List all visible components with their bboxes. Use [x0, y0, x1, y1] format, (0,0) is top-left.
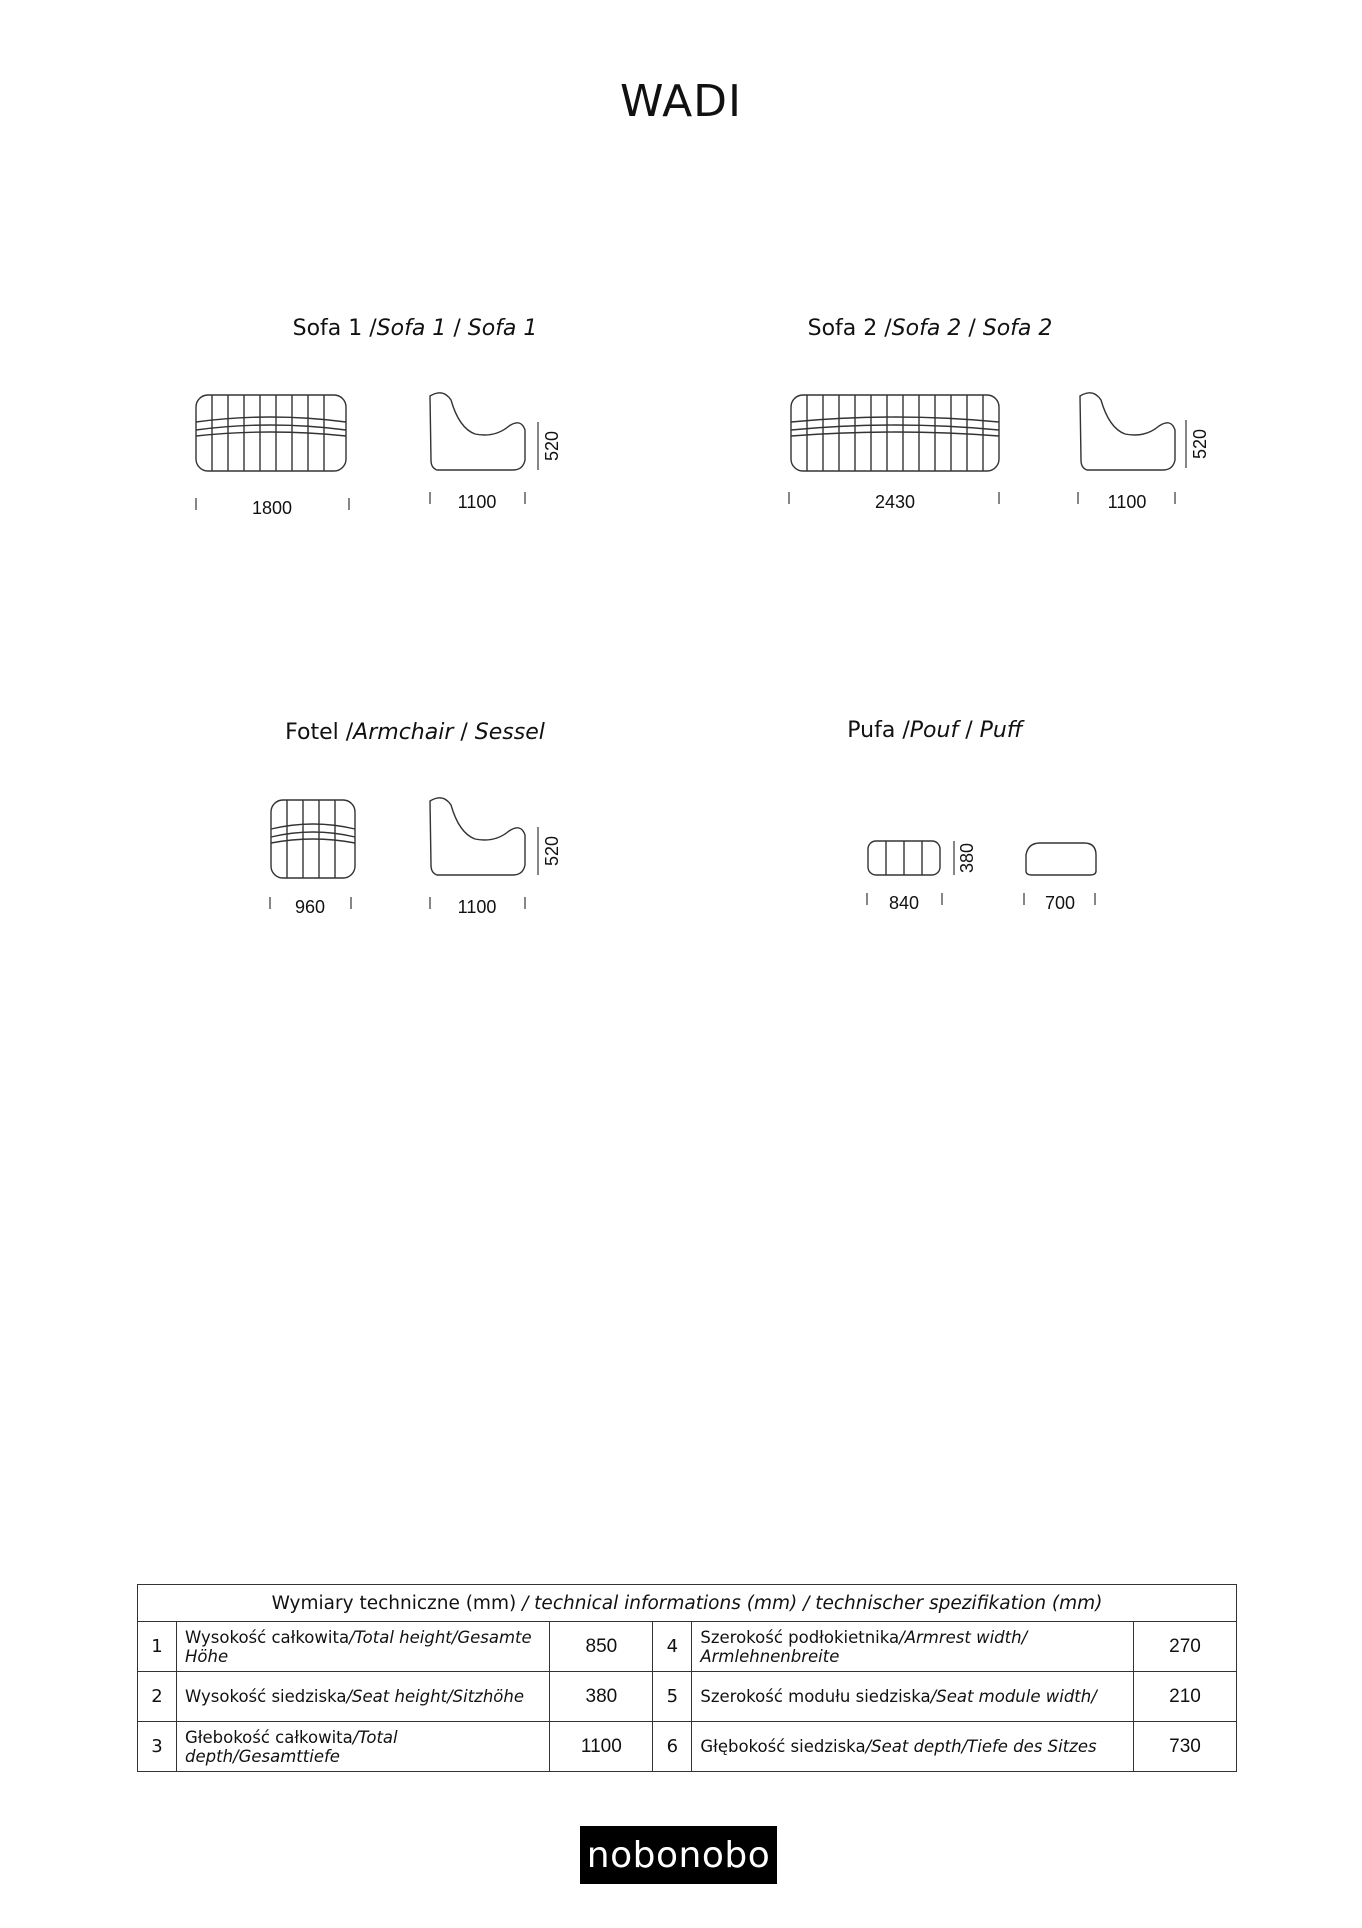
armchair-height-label: 520 — [542, 835, 562, 867]
armchair-side-drawing — [425, 795, 575, 925]
sofa2-depth-label: 1100 — [1107, 492, 1147, 512]
row-number: 5 — [653, 1672, 692, 1722]
pouf-depth-label: 700 — [1044, 893, 1076, 913]
pouf-width-label: 840 — [888, 893, 920, 913]
row-label — [177, 1722, 550, 1772]
label-pl: Fotel / — [285, 720, 354, 745]
brand-logo: nobonobo — [580, 1826, 777, 1884]
label-pl: Pufa / — [847, 718, 910, 743]
sofa1-depth-label: 1100 — [457, 492, 497, 512]
sofa1-height-label: 520 — [542, 430, 562, 462]
armchair-width-label: 960 — [294, 897, 326, 917]
sep: / — [958, 718, 980, 743]
row-number: 3 — [138, 1722, 177, 1772]
sep: / — [446, 316, 468, 341]
label-it: /Seat depth/Tiefe des Sitzes — [865, 1737, 1097, 1756]
label-pl: Szerokość podłokietnika — [700, 1627, 900, 1647]
label-it: /Seat height/Sitzhöhe — [346, 1687, 524, 1706]
row-number: 4 — [653, 1622, 692, 1672]
row-value: 270 — [1134, 1622, 1237, 1672]
sofa2-width-label: 2430 — [874, 492, 916, 512]
sep: / — [961, 316, 983, 341]
label-it: /Armrest width/ Armlehnenbreite — [700, 1627, 1028, 1666]
row-number: 6 — [653, 1722, 692, 1772]
section-title-pouf — [847, 718, 1022, 743]
header-rest: / technical informations (mm) / technischer spezifikation (mm) — [516, 1592, 1103, 1614]
label-en: Armchair — [353, 720, 454, 745]
armchair-front-drawing — [265, 795, 375, 925]
sofa2-front-drawing — [785, 390, 1015, 520]
page-title: WADI — [619, 76, 743, 127]
header-pl: Wymiary techniczne (mm) — [271, 1592, 517, 1614]
row-value: 850 — [550, 1622, 653, 1672]
label-it: /Total height/Gesamte Höhe — [185, 1627, 532, 1666]
pouf-height-label: 380 — [957, 842, 977, 874]
row-value: 380 — [550, 1672, 653, 1722]
row-value: 730 — [1134, 1722, 1237, 1772]
row-label — [177, 1672, 550, 1722]
label-pl: Wysokość całkowita — [185, 1627, 350, 1647]
label-it: /Total depth/Gesamttiefe — [185, 1727, 398, 1766]
label-it: /Seat module width/ — [930, 1687, 1097, 1706]
label-pl: Szerokość modułu siedziska — [700, 1687, 931, 1706]
table-row — [138, 1672, 1237, 1722]
row-label — [177, 1622, 550, 1672]
label-de: Sofa 2 — [982, 316, 1053, 341]
spec-table-header-row — [138, 1585, 1237, 1622]
sofa2-height-label: 520 — [1190, 428, 1210, 460]
armchair-depth-label: 1100 — [457, 897, 497, 917]
label-de: Sofa 1 — [467, 316, 538, 341]
label-en: Sofa 1 — [376, 316, 447, 341]
row-number: 1 — [138, 1622, 177, 1672]
label-pl: Głębokość siedziska — [700, 1737, 866, 1756]
pouf-front-drawing — [862, 835, 1002, 925]
row-value: 210 — [1134, 1672, 1237, 1722]
row-number: 2 — [138, 1672, 177, 1722]
label-en: Pouf — [909, 718, 959, 743]
spec-table — [137, 1584, 1237, 1772]
sofa2-side-drawing — [1075, 390, 1225, 520]
label-pl: Sofa 1 / — [292, 316, 377, 341]
row-label — [692, 1672, 1134, 1722]
sofa1-width-label: 1800 — [251, 498, 293, 518]
label-en: Sofa 2 — [891, 316, 962, 341]
sofa1-side-drawing — [425, 390, 575, 520]
label-de: Sessel — [474, 720, 545, 745]
row-value: 1100 — [550, 1722, 653, 1772]
sofa1-front-drawing — [190, 390, 370, 520]
section-title-sofa1 — [293, 316, 538, 341]
section-title-sofa2 — [808, 316, 1053, 341]
label-pl: Głebokość całkowita — [185, 1727, 353, 1747]
sep: / — [453, 720, 475, 745]
label-pl: Sofa 2 / — [807, 316, 892, 341]
row-label — [692, 1722, 1134, 1772]
pouf-side-drawing — [1020, 835, 1120, 925]
spec-table-header — [138, 1585, 1237, 1622]
label-pl: Wysokość siedziska — [185, 1687, 347, 1706]
row-label — [692, 1622, 1134, 1672]
label-de: Puff — [979, 718, 1023, 743]
table-row — [138, 1722, 1237, 1772]
section-title-armchair — [285, 720, 545, 745]
table-row — [138, 1622, 1237, 1672]
